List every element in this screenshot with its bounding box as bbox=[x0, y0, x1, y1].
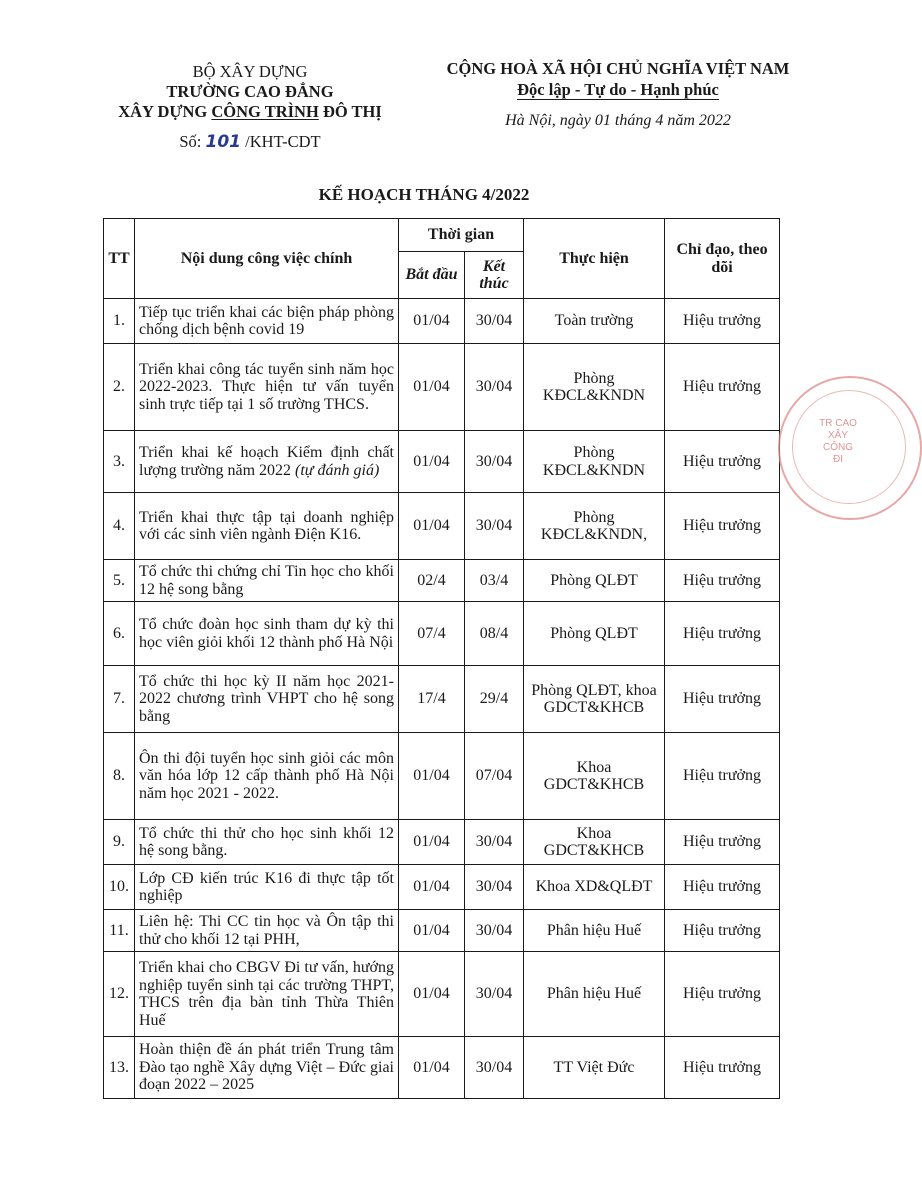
doc-number-value: 101 bbox=[205, 132, 242, 152]
cell-end: 30/04 bbox=[465, 493, 524, 560]
cell-start: 01/04 bbox=[399, 431, 465, 493]
cell-content bbox=[135, 865, 399, 910]
school-name-post: ĐÔ THỊ bbox=[318, 102, 382, 121]
ministry-name: BỘ XÂY DỰNG bbox=[192, 62, 308, 81]
plan-table-body bbox=[104, 299, 780, 1099]
cell-start: 01/04 bbox=[399, 865, 465, 910]
cell-executor: Phòng QLĐT, khoa GDCT&KHCB bbox=[524, 666, 665, 733]
cell-content-text: Ôn thi đội tuyển học sinh giỏi các môn văn hóa lớp 12 cấp thành phố Hà Nội năm học 2021 - 2022. bbox=[139, 749, 394, 802]
cell-content-text: Triển khai thực tập tại doanh nghiệp với các sinh viên ngành Điện K16. bbox=[139, 508, 394, 543]
cell-content bbox=[135, 493, 399, 560]
cell-start: 02/4 bbox=[399, 560, 465, 602]
cell-tt: 3. bbox=[104, 431, 135, 493]
cell-supervisor: Hiệu trưởng bbox=[665, 560, 780, 602]
cell-start: 01/04 bbox=[399, 493, 465, 560]
cell-content bbox=[135, 299, 399, 344]
cell-content-italic: (tự đánh giá) bbox=[295, 461, 380, 479]
cell-executor: Phân hiệu Huế bbox=[524, 910, 665, 952]
cell-content-text: Hoàn thiện đề án phát triển Trung tâm Đào tạo nghề Xây dựng Việt – Đức giai đoạn 2022 – 2025 bbox=[139, 1041, 394, 1094]
header-time: Thời gian bbox=[399, 219, 524, 252]
cell-content-text: Tổ chức thi thử cho học sinh khối 12 hệ song bằng. bbox=[139, 824, 394, 859]
cell-end: 30/04 bbox=[465, 344, 524, 431]
cell-supervisor: Hiệu trưởng bbox=[665, 1037, 780, 1099]
place-date: Hà Nội, ngày 01 tháng 4 năm 2022 bbox=[505, 112, 731, 129]
cell-content-text: Lớp CĐ kiến trúc K16 đi thực tập tốt nghiệp bbox=[139, 869, 394, 904]
header-right bbox=[418, 58, 818, 131]
cell-end: 30/04 bbox=[465, 952, 524, 1037]
cell-start: 01/04 bbox=[399, 344, 465, 431]
table-row bbox=[104, 560, 780, 602]
cell-executor: Khoa GDCT&KHCB bbox=[524, 820, 665, 865]
cell-executor: Phòng KĐCL&KNDN bbox=[524, 431, 665, 493]
cell-end: 07/04 bbox=[465, 733, 524, 820]
cell-supervisor: Hiệu trưởng bbox=[665, 666, 780, 733]
cell-content bbox=[135, 560, 399, 602]
table-row bbox=[104, 865, 780, 910]
cell-content bbox=[135, 344, 399, 431]
school-name-underlined: CÔNG TRÌNH bbox=[211, 102, 319, 121]
cell-executor: Khoa XD&QLĐT bbox=[524, 865, 665, 910]
cell-tt: 7. bbox=[104, 666, 135, 733]
doc-number-suffix: /KHT-CDT bbox=[241, 132, 321, 151]
cell-executor: Phòng KĐCL&KNDN, bbox=[524, 493, 665, 560]
seal-text: TR CAO XÂY CÔNG ĐI bbox=[819, 418, 857, 465]
cell-executor: Phòng KĐCL&KNDN bbox=[524, 344, 665, 431]
table-row bbox=[104, 602, 780, 666]
cell-executor: Phòng QLĐT bbox=[524, 602, 665, 666]
cell-executor: Phòng QLĐT bbox=[524, 560, 665, 602]
cell-content-text: Triển khai công tác tuyển sinh năm học 2022-2023. Thực hiện tư vấn tuyển sinh trực tiếp tại 1 số trường THCS. bbox=[139, 360, 394, 413]
cell-start: 07/4 bbox=[399, 602, 465, 666]
cell-content-text: Triển khai cho CBGV Đi tư vấn, hướng nghiệp tuyển sinh tại các trường THPT, THCS trên địa bàn tỉnh Thừa Thiên Huế bbox=[139, 959, 394, 1029]
cell-end: 30/04 bbox=[465, 820, 524, 865]
header-supervisor: Chỉ đạo, theo dõi bbox=[665, 219, 780, 299]
cell-supervisor: Hiệu trưởng bbox=[665, 865, 780, 910]
cell-content bbox=[135, 952, 399, 1037]
cell-start: 17/4 bbox=[399, 666, 465, 733]
cell-supervisor: Hiệu trưởng bbox=[665, 344, 780, 431]
school-name-line2 bbox=[80, 102, 420, 122]
table-row bbox=[104, 299, 780, 344]
cell-end: 30/04 bbox=[465, 865, 524, 910]
table-row bbox=[104, 493, 780, 560]
cell-supervisor: Hiệu trưởng bbox=[665, 299, 780, 344]
table-row bbox=[104, 1037, 780, 1099]
cell-end: 30/04 bbox=[465, 431, 524, 493]
cell-executor: Toàn trường bbox=[524, 299, 665, 344]
cell-start: 01/04 bbox=[399, 910, 465, 952]
header-end: Kết thúc bbox=[465, 252, 524, 299]
cell-tt: 12. bbox=[104, 952, 135, 1037]
cell-content-text: Triển khai kế hoạch Kiểm định chất lượng trường năm 2022 bbox=[139, 444, 394, 479]
cell-tt: 13. bbox=[104, 1037, 135, 1099]
cell-executor: Khoa GDCT&KHCB bbox=[524, 733, 665, 820]
cell-supervisor: Hiệu trưởng bbox=[665, 431, 780, 493]
cell-tt: 2. bbox=[104, 344, 135, 431]
cell-end: 29/4 bbox=[465, 666, 524, 733]
cell-end: 30/04 bbox=[465, 299, 524, 344]
cell-content bbox=[135, 602, 399, 666]
header-left bbox=[80, 62, 420, 152]
cell-tt: 5. bbox=[104, 560, 135, 602]
cell-content bbox=[135, 1037, 399, 1099]
cell-content bbox=[135, 733, 399, 820]
official-seal bbox=[778, 376, 922, 520]
document-number bbox=[80, 132, 420, 152]
cell-end: 03/4 bbox=[465, 560, 524, 602]
cell-executor: TT Việt Đức bbox=[524, 1037, 665, 1099]
cell-content bbox=[135, 431, 399, 493]
cell-start: 01/04 bbox=[399, 733, 465, 820]
cell-end: 08/4 bbox=[465, 602, 524, 666]
cell-executor: Phân hiệu Huế bbox=[524, 952, 665, 1037]
header-content: Nội dung công việc chính bbox=[135, 219, 399, 299]
cell-supervisor: Hiệu trưởng bbox=[665, 952, 780, 1037]
cell-content-text: Tổ chức thi học kỳ II năm học 2021-2022 chương trình VHPT cho hệ song bằng bbox=[139, 672, 394, 725]
cell-tt: 11. bbox=[104, 910, 135, 952]
cell-start: 01/04 bbox=[399, 1037, 465, 1099]
header-executor: Thực hiện bbox=[524, 219, 665, 299]
cell-start: 01/04 bbox=[399, 952, 465, 1037]
cell-content-text: Liên hệ: Thi CC tin học và Ôn tập thi thử cho khối 12 tại PHH, bbox=[139, 913, 394, 948]
cell-supervisor: Hiệu trưởng bbox=[665, 602, 780, 666]
table-row bbox=[104, 910, 780, 952]
cell-tt: 6. bbox=[104, 602, 135, 666]
doc-number-label: Số: bbox=[179, 132, 206, 151]
cell-content bbox=[135, 820, 399, 865]
cell-supervisor: Hiệu trưởng bbox=[665, 910, 780, 952]
cell-supervisor: Hiệu trưởng bbox=[665, 493, 780, 560]
cell-tt: 8. bbox=[104, 733, 135, 820]
cell-supervisor: Hiệu trưởng bbox=[665, 733, 780, 820]
school-name-line1: TRƯỜNG CAO ĐẲNG bbox=[166, 82, 334, 101]
cell-start: 01/04 bbox=[399, 820, 465, 865]
plan-table bbox=[103, 218, 780, 1099]
cell-content-text: Tiếp tục triển khai các biện pháp phòng chống dịch bệnh covid 19 bbox=[139, 303, 394, 338]
header-tt: TT bbox=[104, 219, 135, 299]
cell-content bbox=[135, 666, 399, 733]
cell-end: 30/04 bbox=[465, 910, 524, 952]
cell-content-text: Tổ chức đoàn học sinh tham dự kỳ thi học viên giỏi khối 12 thành phố Hà Nội bbox=[139, 616, 394, 651]
cell-start: 01/04 bbox=[399, 299, 465, 344]
table-row bbox=[104, 733, 780, 820]
cell-supervisor: Hiệu trưởng bbox=[665, 820, 780, 865]
cell-tt: 1. bbox=[104, 299, 135, 344]
national-motto: Độc lập - Tự do - Hạnh phúc bbox=[517, 80, 719, 99]
table-row bbox=[104, 952, 780, 1037]
cell-tt: 10. bbox=[104, 865, 135, 910]
table-row bbox=[104, 820, 780, 865]
cell-content-text: Tổ chức thi chứng chỉ Tin học cho khối 12 hệ song bằng bbox=[139, 563, 394, 598]
school-name-pre: XÂY DỰNG bbox=[118, 102, 212, 121]
table-row bbox=[104, 431, 780, 493]
document-title: KẾ HOẠCH THÁNG 4/2022 bbox=[318, 185, 530, 204]
cell-tt: 4. bbox=[104, 493, 135, 560]
table-row bbox=[104, 666, 780, 733]
header-start: Bắt đầu bbox=[399, 252, 465, 299]
country-name: CỘNG HOÀ XÃ HỘI CHỦ NGHĨA VIỆT NAM bbox=[446, 59, 790, 78]
cell-content bbox=[135, 910, 399, 952]
cell-end: 30/04 bbox=[465, 1037, 524, 1099]
cell-tt: 9. bbox=[104, 820, 135, 865]
table-row bbox=[104, 344, 780, 431]
